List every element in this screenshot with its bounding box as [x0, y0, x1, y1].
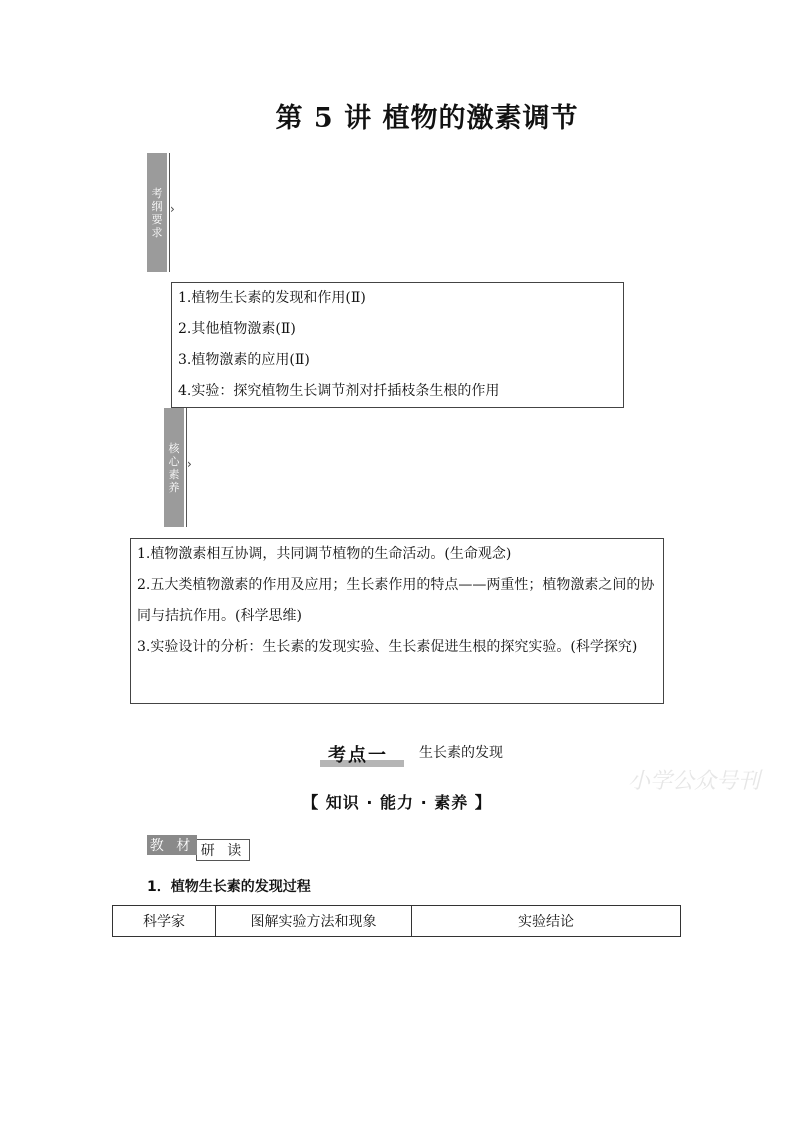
- syllabus-box: [171, 282, 624, 408]
- core-box: [130, 538, 664, 704]
- chevron-right-icon: ›: [170, 202, 175, 216]
- discovery-table: [112, 905, 681, 937]
- jiaocai-tag-light: 研 读: [196, 839, 250, 861]
- core-label: 核心素养: [168, 441, 180, 494]
- syllabus-item: 2.其他植物激素(Ⅱ): [178, 321, 296, 337]
- watermark-text: 小学公众号刊: [628, 769, 761, 794]
- syllabus-item: 1.植物生长素的发现和作用(Ⅱ): [178, 290, 366, 306]
- chevron-right-icon: ›: [187, 457, 192, 471]
- syllabus-label: 考纲要求: [151, 186, 163, 239]
- knowledge-heading: 【 知识 · 能力 · 素养 】: [302, 793, 492, 812]
- table-header-cell: 图解实验方法和现象: [216, 906, 412, 937]
- syllabus-item: 3.植物激素的应用(Ⅱ): [178, 352, 310, 368]
- jiaocai-tag-dark: 教 材: [147, 835, 197, 855]
- kaodian-label: 考点一: [328, 745, 388, 766]
- page-title: 第 5 讲 植物的激素调节: [275, 103, 579, 134]
- core-item: 2.五大类植物激素的作用及应用；生长素作用的特点——两重性；植物激素之间的协同与拮抗作用。(科学思维): [137, 577, 655, 624]
- table-header-cell: 科学家: [113, 906, 216, 937]
- table-header-row: [113, 906, 681, 937]
- core-label-tab: [164, 408, 184, 527]
- core-item: 3.实验设计的分析：生长素的发现实验、生长素促进生根的探究实验。(科学探究): [137, 639, 638, 655]
- kaodian-subtitle: 生长素的发现: [419, 745, 503, 761]
- syllabus-label-tab: [147, 153, 167, 272]
- table-header-cell: 实验结论: [412, 906, 681, 937]
- section-heading: 1．植物生长素的发现过程: [147, 879, 311, 895]
- syllabus-item: 4.实验：探究植物生长调节剂对扦插枝条生根的作用: [178, 383, 500, 399]
- core-item: 1.植物激素相互协调，共同调节植物的生命活动。(生命观念): [137, 546, 512, 562]
